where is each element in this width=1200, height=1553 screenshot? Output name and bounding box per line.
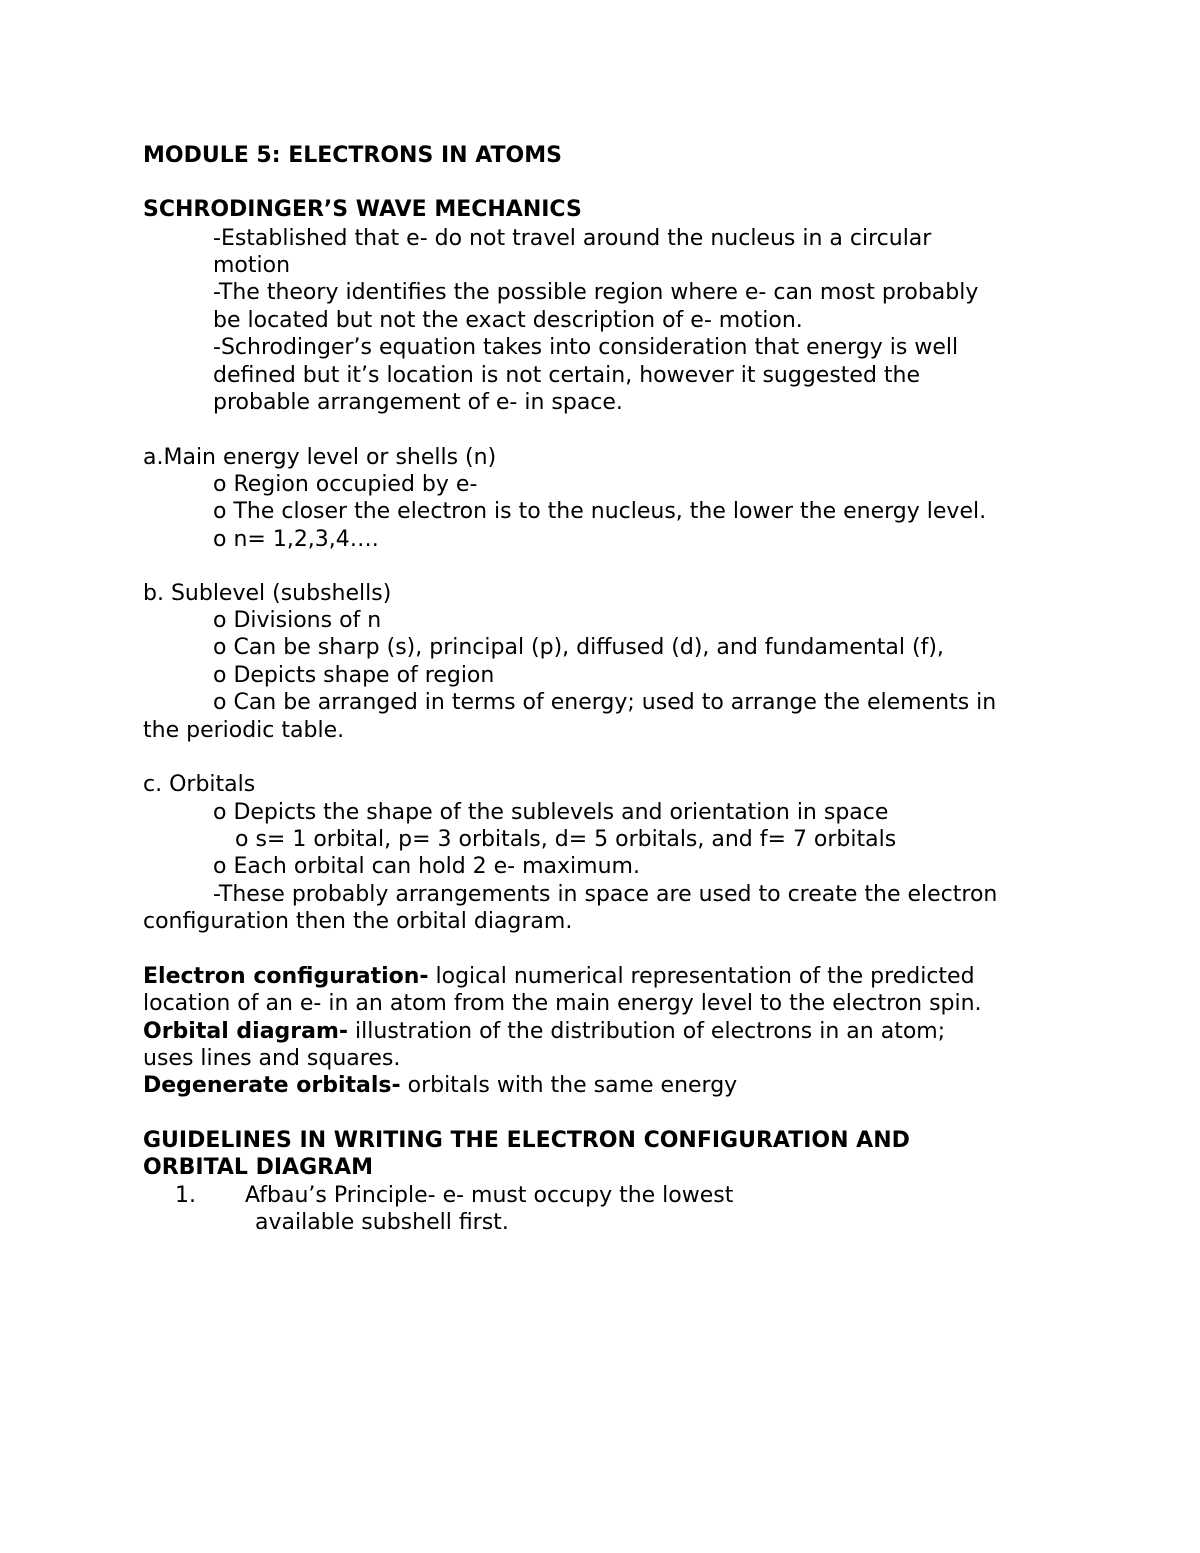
definition-orbital-diagram bbox=[143, 1018, 945, 1045]
list-item: o The closer the electron is to the nucleus, the lower the energy level. bbox=[213, 499, 987, 524]
paragraph-line: -Schrodinger’s equation takes into consideration that energy is well bbox=[213, 335, 959, 360]
paragraph-line: be located but not the exact description of e- motion. bbox=[213, 308, 803, 333]
guideline-item-continuation: available subshell first. bbox=[255, 1210, 509, 1235]
list-item: -These probably arrangements in space are used to create the electron bbox=[213, 882, 998, 907]
definition-electron-configuration bbox=[143, 963, 975, 990]
list-item: o n= 1,2,3,4…. bbox=[213, 527, 379, 552]
guideline-item: Afbau’s Principle- e- must occupy the lowest bbox=[245, 1183, 734, 1208]
definition-text: logical numerical representation of the predicted bbox=[428, 964, 975, 989]
list-item: o Can be arranged in terms of energy; used to arrange the elements in bbox=[213, 690, 997, 715]
list-item: o Can be sharp (s), principal (p), diffused (d), and fundamental (f), bbox=[213, 635, 944, 660]
definition-term: Degenerate orbitals- bbox=[143, 1073, 401, 1098]
list-item: o Each orbital can hold 2 e- maximum. bbox=[213, 854, 640, 879]
paragraph-line: -Established that e- do not travel around the nucleus in a circular bbox=[213, 226, 932, 251]
list-item-continuation: the periodic table. bbox=[143, 718, 345, 743]
paragraph-line: -The theory identifies the possible region where e- can most probably bbox=[213, 280, 979, 305]
list-item: o Depicts the shape of the sublevels and orientation in space bbox=[213, 800, 889, 825]
definition-continuation: uses lines and squares. bbox=[143, 1046, 401, 1071]
list-number: 1. bbox=[175, 1183, 196, 1208]
sublevel-heading: b. Sublevel (subshells) bbox=[143, 581, 392, 606]
document-title: MODULE 5: ELECTRONS IN ATOMS bbox=[143, 143, 562, 168]
list-item: o Divisions of n bbox=[213, 608, 382, 633]
definition-degenerate-orbitals bbox=[143, 1072, 737, 1099]
main-energy-heading: a.Main energy level or shells (n) bbox=[143, 445, 497, 470]
definition-text: illustration of the distribution of electrons in an atom; bbox=[348, 1019, 946, 1044]
orbitals-heading: c. Orbitals bbox=[143, 772, 256, 797]
definition-term: Orbital diagram- bbox=[143, 1019, 349, 1044]
list-item: o Region occupied by e- bbox=[213, 472, 478, 497]
definition-text: orbitals with the same energy bbox=[400, 1073, 738, 1098]
list-item-continuation: configuration then the orbital diagram. bbox=[143, 909, 573, 934]
definition-term: Electron configuration- bbox=[143, 964, 429, 989]
schrodinger-heading: SCHRODINGER’S WAVE MECHANICS bbox=[143, 197, 582, 222]
guidelines-heading: GUIDELINES IN WRITING THE ELECTRON CONFIGURATION AND bbox=[143, 1128, 910, 1153]
definition-continuation: location of an e- in an atom from the main energy level to the electron spin. bbox=[143, 991, 982, 1016]
paragraph-line: motion bbox=[213, 253, 291, 278]
paragraph-line: defined but it’s location is not certain, however it suggested the bbox=[213, 363, 921, 388]
list-item: o Depicts shape of region bbox=[213, 663, 495, 688]
list-item: o s= 1 orbital, p= 3 orbitals, d= 5 orbitals, and f= 7 orbitals bbox=[235, 827, 897, 852]
guidelines-heading-line2: ORBITAL DIAGRAM bbox=[143, 1155, 373, 1180]
paragraph-line: probable arrangement of e- in space. bbox=[213, 390, 623, 415]
